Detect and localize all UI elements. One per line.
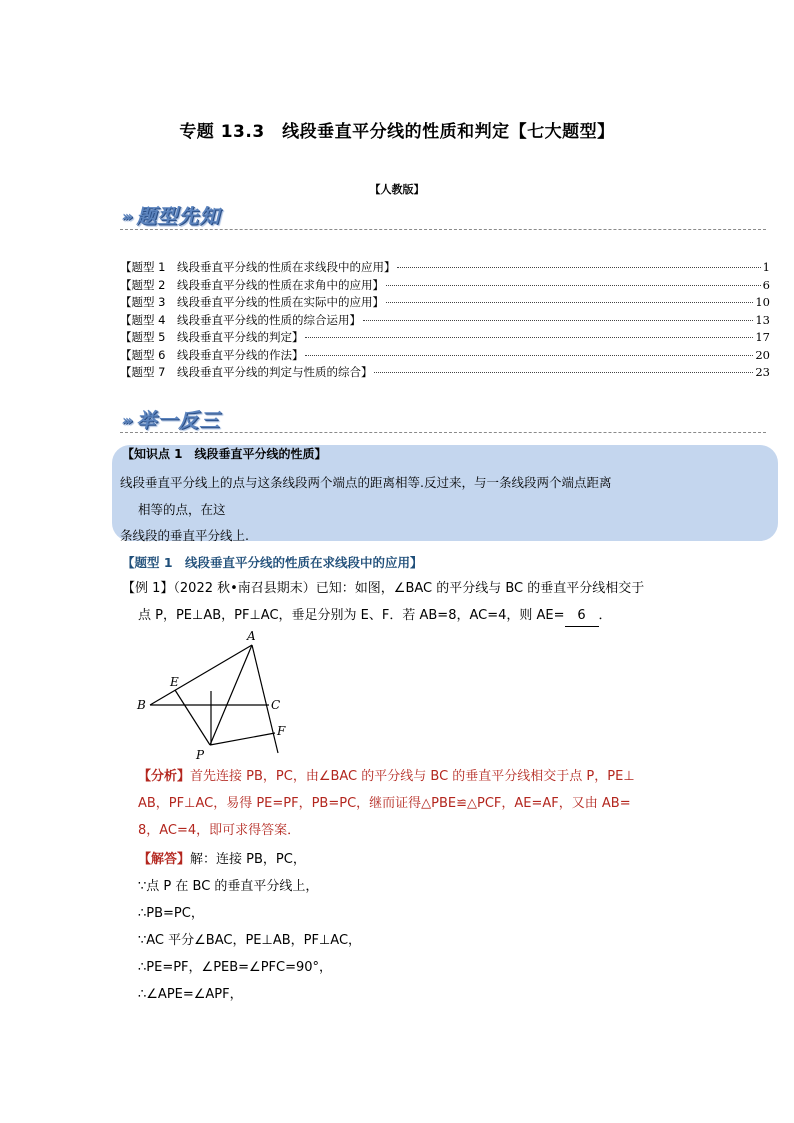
divider: [120, 229, 766, 230]
arrows-icon: ›››: [122, 413, 131, 429]
example-line: 【例 1】（2022 秋•南召县期末）已知：如图，∠BAC 的平分线与 BC 的垂直平分线相交于: [122, 581, 645, 596]
toc-item[interactable]: 【题型 2 线段垂直平分线的性质在求角中的应用】 6: [120, 277, 770, 292]
solution-label: 【解答】: [138, 852, 191, 867]
knowledge-text: 相等的点，在这: [138, 502, 226, 517]
solution-line: ∴PB=PC，: [138, 906, 204, 921]
toc-item[interactable]: 【题型 3 线段垂直平分线的性质在实际中的应用】 10: [120, 295, 770, 309]
toc-item[interactable]: 【题型 7 线段垂直平分线的判定与性质的综合】 23: [120, 365, 770, 379]
analysis-line: 8，AC=4，即可求得答案．: [138, 823, 301, 838]
toc-item[interactable]: 【题型 1 线段垂直平分线的性质在求线段中的应用】 1: [120, 260, 770, 274]
page-title: 专题 13.3 线段垂直平分线的性质和判定【七大题型】: [179, 122, 615, 142]
answer-blank: 6: [565, 606, 599, 627]
label-b: B: [137, 698, 146, 712]
geometry-figure: [130, 628, 300, 768]
solution-line: ∴∠APE=∠APF，: [138, 987, 243, 1002]
edition-label: 【人教版】: [369, 183, 425, 196]
analysis-line: 【分析】首先连接 PB，PC，由∠BAC 的平分线与 BC 的垂直平分线相交于点 P，PE⊥: [138, 769, 635, 784]
example-label: 【例 1】: [122, 581, 174, 596]
section-heading: 【题型 1 线段垂直平分线的性质在求线段中的应用】: [122, 555, 423, 570]
analysis-label: 【分析】: [138, 769, 191, 784]
label-a: A: [247, 629, 256, 643]
segment-pf: [210, 733, 275, 745]
banner-question-types: [122, 200, 220, 229]
arrows-icon: ›››: [122, 209, 131, 225]
segment-ap: [210, 645, 252, 745]
segment-ba: [150, 645, 252, 705]
knowledge-text: 条线段的垂直平分线上.: [120, 528, 249, 543]
toc-item[interactable]: 【题型 6 线段垂直平分线的作法】 20: [120, 347, 770, 362]
solution-line: 【解答】解：连接 PB，PC，: [138, 852, 306, 867]
solution-line: ∵点 P 在 BC 的垂直平分线上，: [138, 879, 319, 894]
solution-line: ∴PE=PF，∠PEB=∠PFC=90°，: [138, 960, 333, 975]
label-p: P: [196, 748, 205, 762]
segment-pe: [175, 690, 210, 745]
toc-item[interactable]: 【题型 4 线段垂直平分线的性质的综合运用】 13: [120, 312, 770, 327]
analysis-line: AB，PF⊥AC，易得 PE=PF，PB=PC，继而证得△PBE≌△PCF，AE=AF，又由 AB=: [138, 796, 631, 811]
knowledge-heading: 【知识点 1 线段垂直平分线的性质】: [122, 447, 327, 461]
table-of-contents: [120, 259, 770, 382]
banner-label: 举一反三: [136, 408, 221, 432]
label-e: E: [170, 675, 179, 689]
example-line: 点 P，PE⊥AB，PF⊥AC，垂足分别为 E、F．若 AB=8，AC=4，则 AE= 6 ．: [138, 606, 612, 627]
banner-label: 题型先知: [136, 204, 221, 228]
banner-practice: [122, 404, 220, 433]
label-f: F: [277, 724, 286, 738]
solution-line: ∵AC 平分∠BAC，PE⊥AB，PF⊥AC，: [138, 933, 362, 948]
knowledge-text: 线段垂直平分线上的点与这条线段两个端点的距离相等.反过来，与一条线段两个端点距离: [120, 475, 612, 490]
label-c: C: [271, 698, 281, 712]
divider: [120, 432, 766, 433]
toc-item[interactable]: 【题型 5 线段垂直平分线的判定】 17: [120, 330, 770, 344]
